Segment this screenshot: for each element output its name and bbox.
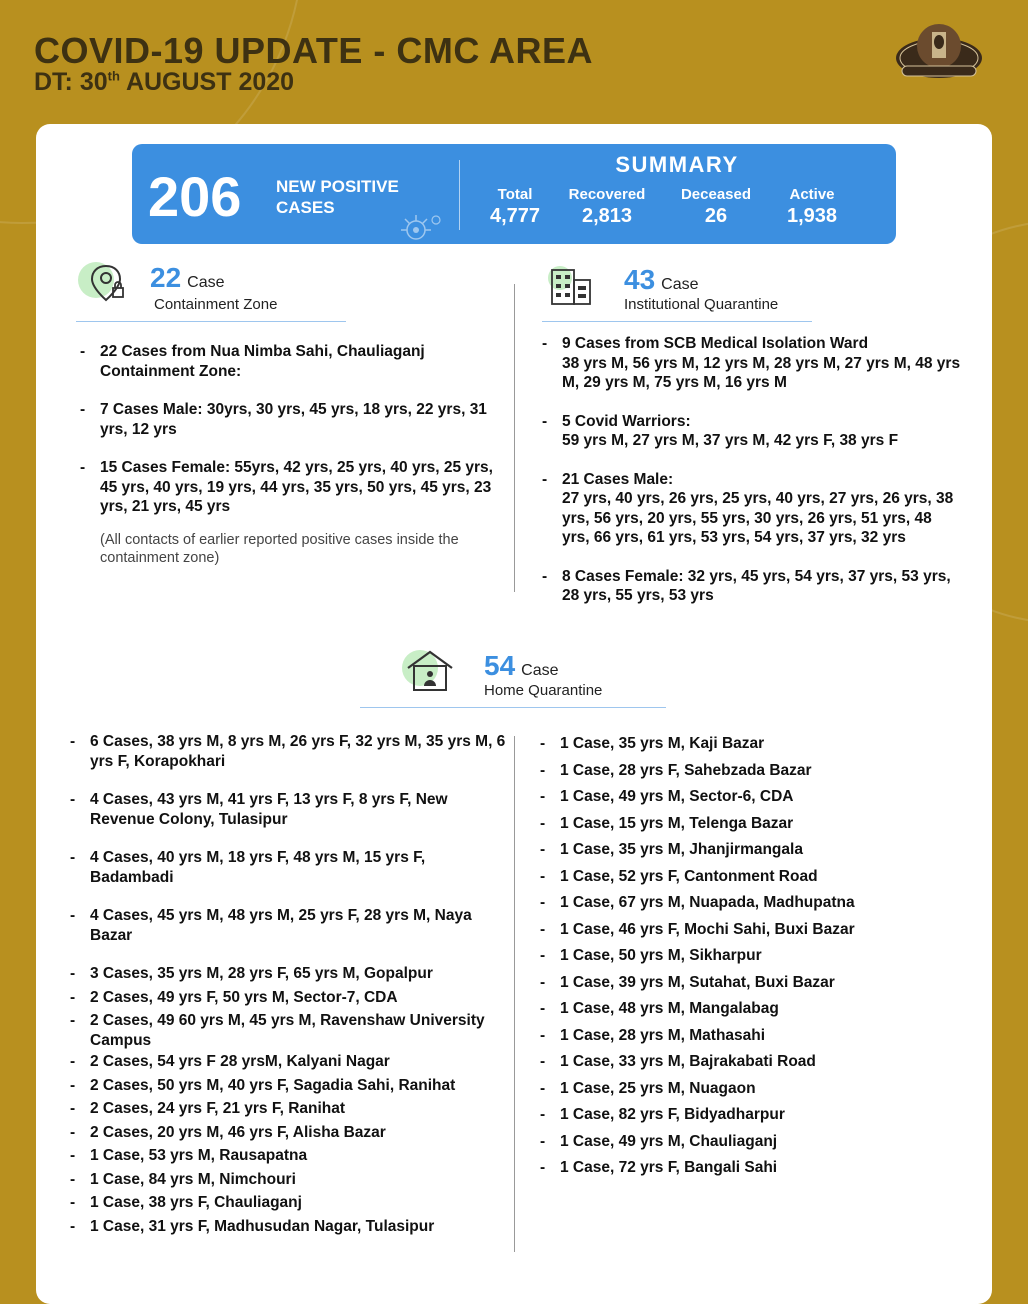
list-item: - 2 Cases, 54 yrs F 28 yrsM, Kalyani Nagar — [70, 1053, 390, 1070]
list-item: - 1 Case, 52 yrs F, Cantonment Road — [540, 867, 818, 885]
list-item: - 1 Case, 35 yrs M, Kaji Bazar — [540, 735, 765, 752]
list-item: - 3 Cases, 35 yrs M, 28 yrs F, 65 yrs M, Gopalpur — [70, 965, 433, 982]
list-item: - 1 Case, 25 yrs M, Nuagaon — [540, 1079, 756, 1097]
list-item: - 1 Case, 46 yrs F, Mochi Sahi, Buxi Bazar — [540, 920, 855, 938]
list-item: - 9 Cases from SCB Medical Isolation Ward 38 yrs M, 56 yrs M, 12 yrs M, 28 yrs M, 27 yrs M, 48 yrs M, 29 yrs M, 75 yrs M, 16 yrs M — [542, 335, 961, 391]
list-item: - 1 Case, 50 yrs M, Sikharpur — [540, 947, 762, 964]
home-underline — [360, 707, 666, 708]
list-item: - 1 Case, 35 yrs M, Jhanjirmangala — [540, 841, 803, 858]
list-item: - 7 Cases Male: 30yrs, 30 yrs, 45 yrs, 18 yrs, 22 yrs, 31 yrs, 12 yrs — [80, 401, 487, 438]
containment-note: (All contacts of earlier reported positive cases inside the containment zone) — [100, 531, 459, 566]
list-item: - 5 Covid Warriors: 59 yrs M, 27 yrs M, 37 yrs M, 42 yrs F, 38 yrs F — [542, 412, 899, 449]
summary-banner — [132, 144, 896, 244]
list-item: - 1 Case, 39 yrs M, Sutahat, Buxi Bazar — [540, 973, 835, 991]
containment-underline — [76, 321, 346, 322]
list-item: - 1 Case, 67 yrs M, Nuapada, Madhupatna — [540, 894, 855, 911]
page-title: COVID-19 UPDATE - CMC AREA — [34, 30, 594, 71]
list-item: - 1 Case, 15 yrs M, Telenga Bazar — [540, 814, 794, 832]
stat-deceased: Deceased 26 — [680, 186, 752, 227]
institutional-list — [542, 334, 962, 606]
content-card — [36, 124, 992, 1304]
stat-active: Active 1,938 — [786, 186, 838, 227]
list-item: - 4 Cases, 43 yrs M, 41 yrs F, 13 yrs F, 8 yrs F, New Revenue Colony, Tulasipur — [70, 791, 448, 828]
institutional-header: 43 Case Institutional Quarantine — [624, 264, 779, 313]
list-item: - 2 Cases, 49 yrs F, 50 yrs M, Sector-7, CDA — [70, 988, 398, 1006]
list-item: - 1 Case, 72 yrs F, Bangali Sahi — [540, 1159, 778, 1176]
new-cases-count: 206 — [148, 165, 242, 228]
column-divider-bottom — [514, 736, 515, 1252]
list-item: - 1 Case, 49 yrs M, Chauliaganj — [540, 1132, 778, 1150]
list-item: - 15 Cases Female: 55yrs, 42 yrs, 25 yrs, 40 yrs, 25 yrs, 45 yrs, 40 yrs, 19 yrs, 44 yrs, 35 yrs, 50 yrs, 45 yrs, 23 yrs, 21 yrs, 45 yrs — [80, 459, 493, 515]
list-item: - 6 Cases, 38 yrs M, 8 yrs M, 26 yrs F, 32 yrs M, 35 yrs M, 6 yrs F, Korapokhari — [70, 733, 506, 770]
list-item: - 1 Case, 28 yrs F, Sahebzada Bazar — [540, 761, 812, 779]
new-cases-label: NEW POSITIVE CASES — [276, 177, 399, 217]
stat-total: Total 4,777 — [489, 186, 541, 227]
summary-title: SUMMARY — [615, 152, 739, 177]
list-item: - 8 Cases Female: 32 yrs, 45 yrs, 54 yrs, 37 yrs, 53 yrs, 28 yrs, 55 yrs, 53 yrs — [542, 567, 951, 604]
list-item: - 2 Cases, 49 60 yrs M, 45 yrs M, Ravenshaw University Campus — [70, 1012, 485, 1049]
list-item: - 1 Case, 53 yrs M, Rausapatna — [70, 1147, 308, 1164]
list-item: - 1 Case, 82 yrs F, Bidyadharpur — [540, 1106, 785, 1123]
cmc-logo — [894, 22, 984, 92]
list-item: - 4 Cases, 45 yrs M, 48 yrs M, 25 yrs F, 28 yrs M, Naya Bazar — [70, 907, 472, 944]
hospital-building-icon — [546, 262, 596, 308]
list-item: - 1 Case, 49 yrs M, Sector-6, CDA — [540, 788, 794, 805]
list-item: - 22 Cases from Nua Nimba Sahi, Chauliaganj Containment Zone: — [80, 343, 425, 380]
containment-list — [80, 342, 500, 567]
list-item: - 1 Case, 38 yrs F, Chauliaganj — [70, 1194, 302, 1211]
list-item: - 2 Cases, 50 yrs M, 40 yrs F, Sagadia Sahi, Ranihat — [70, 1076, 456, 1094]
list-item: - 2 Cases, 20 yrs M, 46 yrs F, Alisha Bazar — [70, 1123, 386, 1141]
list-item: - 1 Case, 48 yrs M, Mangalabag — [540, 1000, 779, 1017]
list-item: - 4 Cases, 40 yrs M, 18 yrs F, 48 yrs M, 15 yrs F, Badambadi — [70, 849, 426, 886]
home-icon — [400, 646, 460, 694]
column-divider-top — [514, 284, 515, 592]
home-left-list — [70, 732, 506, 1236]
list-item: - 1 Case, 31 yrs F, Madhusudan Nagar, Tulasipur — [70, 1217, 435, 1235]
list-item: - 21 Cases Male: 27 yrs, 40 yrs, 26 yrs, 25 yrs, 40 yrs, 27 yrs, 26 yrs, 38 yrs, 56 yrs, 20 yrs, 55 yrs, 30 yrs, 26 yrs, 51 yrs, 48 yrs, 66 yrs, 61 yrs, 53 yrs, 54 yrs, 37 yrs, 32 yrs — [542, 470, 954, 546]
institutional-underline — [542, 321, 812, 322]
location-lock-icon — [76, 258, 126, 304]
containment-header: 22 Case Containment Zone — [150, 262, 278, 313]
list-item: - 1 Case, 33 yrs M, Bajrakabati Road — [540, 1053, 816, 1070]
virus-icon — [394, 210, 444, 244]
stat-recovered: Recovered 2,813 — [568, 186, 646, 227]
banner-divider — [459, 160, 460, 230]
home-right-list — [540, 734, 960, 1185]
page-date: DT: 30th AUGUST 2020 — [34, 68, 295, 96]
home-header: 54 Case Home Quarantine — [484, 650, 603, 699]
list-item: - 2 Cases, 24 yrs F, 21 yrs F, Ranihat — [70, 1100, 346, 1117]
list-item: - 1 Case, 84 yrs M, Nimchouri — [70, 1170, 296, 1188]
list-item: - 1 Case, 28 yrs M, Mathasahi — [540, 1026, 766, 1044]
